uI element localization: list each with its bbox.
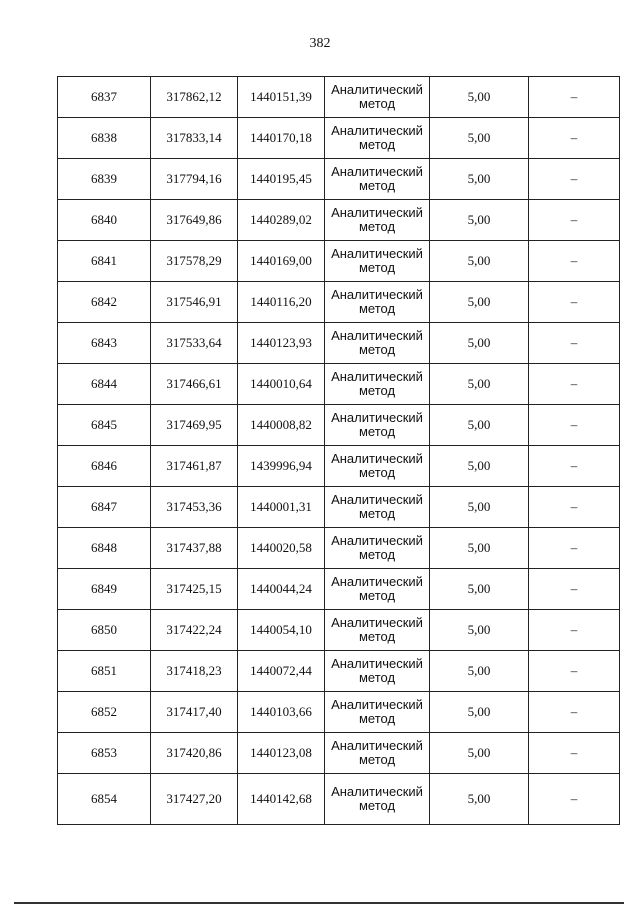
method-line-2: метод xyxy=(358,506,396,521)
point-id-cell: 6838 xyxy=(58,118,151,159)
x-coordinate-cell: 317833,14 xyxy=(151,118,238,159)
method-cell xyxy=(325,200,430,241)
table-row xyxy=(58,651,620,692)
y-coordinate-cell: 1440116,20 xyxy=(238,282,325,323)
note-cell: – xyxy=(529,77,620,118)
x-coordinate-cell: 317420,86 xyxy=(151,733,238,774)
accuracy-cell: 5,00 xyxy=(430,364,529,405)
point-id-cell: 6849 xyxy=(58,569,151,610)
note-cell: – xyxy=(529,364,620,405)
method-line-2: метод xyxy=(358,670,396,685)
table-row xyxy=(58,77,620,118)
table-row xyxy=(58,733,620,774)
note-cell: – xyxy=(529,282,620,323)
note-cell: – xyxy=(529,487,620,528)
method-line-1: Аналитический xyxy=(331,738,423,753)
bottom-rule xyxy=(14,902,624,904)
method-cell xyxy=(325,692,430,733)
y-coordinate-cell: 1440142,68 xyxy=(238,774,325,825)
note-cell: – xyxy=(529,569,620,610)
point-id-cell: 6851 xyxy=(58,651,151,692)
method-line-2: метод xyxy=(358,219,396,234)
accuracy-cell: 5,00 xyxy=(430,774,529,825)
point-id-cell: 6853 xyxy=(58,733,151,774)
x-coordinate-cell: 317533,64 xyxy=(151,323,238,364)
point-id-cell: 6843 xyxy=(58,323,151,364)
point-id-cell: 6842 xyxy=(58,282,151,323)
table-row xyxy=(58,446,620,487)
method-line-1: Аналитический xyxy=(331,369,423,384)
y-coordinate-cell: 1440010,64 xyxy=(238,364,325,405)
point-id-cell: 6845 xyxy=(58,405,151,446)
method-line-2: метод xyxy=(358,752,396,767)
point-id-cell: 6837 xyxy=(58,77,151,118)
method-line-2: метод xyxy=(358,301,396,316)
x-coordinate-cell: 317466,61 xyxy=(151,364,238,405)
method-cell xyxy=(325,159,430,200)
note-cell: – xyxy=(529,692,620,733)
method-cell xyxy=(325,487,430,528)
y-coordinate-cell: 1440103,66 xyxy=(238,692,325,733)
accuracy-cell: 5,00 xyxy=(430,118,529,159)
x-coordinate-cell: 317418,23 xyxy=(151,651,238,692)
method-line-1: Аналитический xyxy=(331,533,423,548)
x-coordinate-cell: 317578,29 xyxy=(151,241,238,282)
accuracy-cell: 5,00 xyxy=(430,77,529,118)
method-line-2: метод xyxy=(358,465,396,480)
accuracy-cell: 5,00 xyxy=(430,446,529,487)
method-line-1: Аналитический xyxy=(331,697,423,712)
method-line-2: метод xyxy=(358,711,396,726)
method-line-1: Аналитический xyxy=(331,328,423,343)
method-line-1: Аналитический xyxy=(331,656,423,671)
point-id-cell: 6841 xyxy=(58,241,151,282)
method-line-1: Аналитический xyxy=(331,164,423,179)
x-coordinate-cell: 317422,24 xyxy=(151,610,238,651)
table-row xyxy=(58,610,620,651)
point-id-cell: 6847 xyxy=(58,487,151,528)
x-coordinate-cell: 317417,40 xyxy=(151,692,238,733)
table-row xyxy=(58,118,620,159)
method-line-2: метод xyxy=(358,383,396,398)
accuracy-cell: 5,00 xyxy=(430,651,529,692)
method-line-2: метод xyxy=(358,424,396,439)
method-cell xyxy=(325,651,430,692)
note-cell: – xyxy=(529,610,620,651)
point-id-cell: 6844 xyxy=(58,364,151,405)
table-body xyxy=(58,77,620,825)
method-line-2: метод xyxy=(358,588,396,603)
y-coordinate-cell: 1440123,08 xyxy=(238,733,325,774)
note-cell: – xyxy=(529,651,620,692)
method-line-1: Аналитический xyxy=(331,784,423,799)
x-coordinate-cell: 317461,87 xyxy=(151,446,238,487)
y-coordinate-cell: 1440169,00 xyxy=(238,241,325,282)
table-row xyxy=(58,692,620,733)
note-cell: – xyxy=(529,528,620,569)
accuracy-cell: 5,00 xyxy=(430,241,529,282)
method-line-2: метод xyxy=(358,629,396,644)
note-cell: – xyxy=(529,774,620,825)
method-line-1: Аналитический xyxy=(331,205,423,220)
table-row xyxy=(58,200,620,241)
method-line-1: Аналитический xyxy=(331,410,423,425)
accuracy-cell: 5,00 xyxy=(430,610,529,651)
method-line-2: метод xyxy=(358,178,396,193)
y-coordinate-cell: 1440054,10 xyxy=(238,610,325,651)
method-cell xyxy=(325,118,430,159)
y-coordinate-cell: 1440020,58 xyxy=(238,528,325,569)
method-cell xyxy=(325,446,430,487)
method-line-2: метод xyxy=(358,798,396,813)
method-line-2: метод xyxy=(358,547,396,562)
accuracy-cell: 5,00 xyxy=(430,692,529,733)
method-cell xyxy=(325,610,430,651)
table-row xyxy=(58,528,620,569)
accuracy-cell: 5,00 xyxy=(430,282,529,323)
method-line-2: метод xyxy=(358,137,396,152)
table-row xyxy=(58,487,620,528)
method-cell xyxy=(325,364,430,405)
method-cell xyxy=(325,323,430,364)
note-cell: – xyxy=(529,733,620,774)
method-line-2: метод xyxy=(358,342,396,357)
accuracy-cell: 5,00 xyxy=(430,200,529,241)
x-coordinate-cell: 317649,86 xyxy=(151,200,238,241)
table-row xyxy=(58,364,620,405)
y-coordinate-cell: 1440072,44 xyxy=(238,651,325,692)
x-coordinate-cell: 317469,95 xyxy=(151,405,238,446)
y-coordinate-cell: 1440195,45 xyxy=(238,159,325,200)
table-row xyxy=(58,282,620,323)
method-line-2: метод xyxy=(358,96,396,111)
page-number: 382 xyxy=(309,36,331,51)
note-cell: – xyxy=(529,159,620,200)
x-coordinate-cell: 317437,88 xyxy=(151,528,238,569)
x-coordinate-cell: 317453,36 xyxy=(151,487,238,528)
method-cell xyxy=(325,774,430,825)
x-coordinate-cell: 317546,91 xyxy=(151,282,238,323)
y-coordinate-cell: 1440289,02 xyxy=(238,200,325,241)
point-id-cell: 6850 xyxy=(58,610,151,651)
method-line-1: Аналитический xyxy=(331,82,423,97)
method-line-1: Аналитический xyxy=(331,246,423,261)
table-row xyxy=(58,569,620,610)
method-cell xyxy=(325,569,430,610)
x-coordinate-cell: 317427,20 xyxy=(151,774,238,825)
point-id-cell: 6852 xyxy=(58,692,151,733)
method-line-1: Аналитический xyxy=(331,451,423,466)
note-cell: – xyxy=(529,200,620,241)
y-coordinate-cell: 1440123,93 xyxy=(238,323,325,364)
note-cell: – xyxy=(529,118,620,159)
x-coordinate-cell: 317862,12 xyxy=(151,77,238,118)
y-coordinate-cell: 1439996,94 xyxy=(238,446,325,487)
accuracy-cell: 5,00 xyxy=(430,159,529,200)
y-coordinate-cell: 1440001,31 xyxy=(238,487,325,528)
method-cell xyxy=(325,241,430,282)
point-id-cell: 6848 xyxy=(58,528,151,569)
accuracy-cell: 5,00 xyxy=(430,487,529,528)
accuracy-cell: 5,00 xyxy=(430,569,529,610)
point-id-cell: 6839 xyxy=(58,159,151,200)
y-coordinate-cell: 1440151,39 xyxy=(238,77,325,118)
accuracy-cell: 5,00 xyxy=(430,528,529,569)
table-row xyxy=(58,774,620,825)
note-cell: – xyxy=(529,241,620,282)
method-line-1: Аналитический xyxy=(331,123,423,138)
method-line-1: Аналитический xyxy=(331,574,423,589)
coordinates-table xyxy=(57,76,620,825)
table-row xyxy=(58,241,620,282)
y-coordinate-cell: 1440008,82 xyxy=(238,405,325,446)
table-row xyxy=(58,323,620,364)
table-row xyxy=(58,405,620,446)
method-line-2: метод xyxy=(358,260,396,275)
method-cell xyxy=(325,733,430,774)
y-coordinate-cell: 1440044,24 xyxy=(238,569,325,610)
table-row xyxy=(58,159,620,200)
method-line-1: Аналитический xyxy=(331,287,423,302)
x-coordinate-cell: 317794,16 xyxy=(151,159,238,200)
accuracy-cell: 5,00 xyxy=(430,405,529,446)
point-id-cell: 6846 xyxy=(58,446,151,487)
accuracy-cell: 5,00 xyxy=(430,733,529,774)
method-line-1: Аналитический xyxy=(331,492,423,507)
method-cell xyxy=(325,282,430,323)
point-id-cell: 6840 xyxy=(58,200,151,241)
method-cell xyxy=(325,405,430,446)
note-cell: – xyxy=(529,323,620,364)
point-id-cell: 6854 xyxy=(58,774,151,825)
method-cell xyxy=(325,77,430,118)
method-cell xyxy=(325,528,430,569)
y-coordinate-cell: 1440170,18 xyxy=(238,118,325,159)
note-cell: – xyxy=(529,405,620,446)
x-coordinate-cell: 317425,15 xyxy=(151,569,238,610)
note-cell: – xyxy=(529,446,620,487)
accuracy-cell: 5,00 xyxy=(430,323,529,364)
method-line-1: Аналитический xyxy=(331,615,423,630)
